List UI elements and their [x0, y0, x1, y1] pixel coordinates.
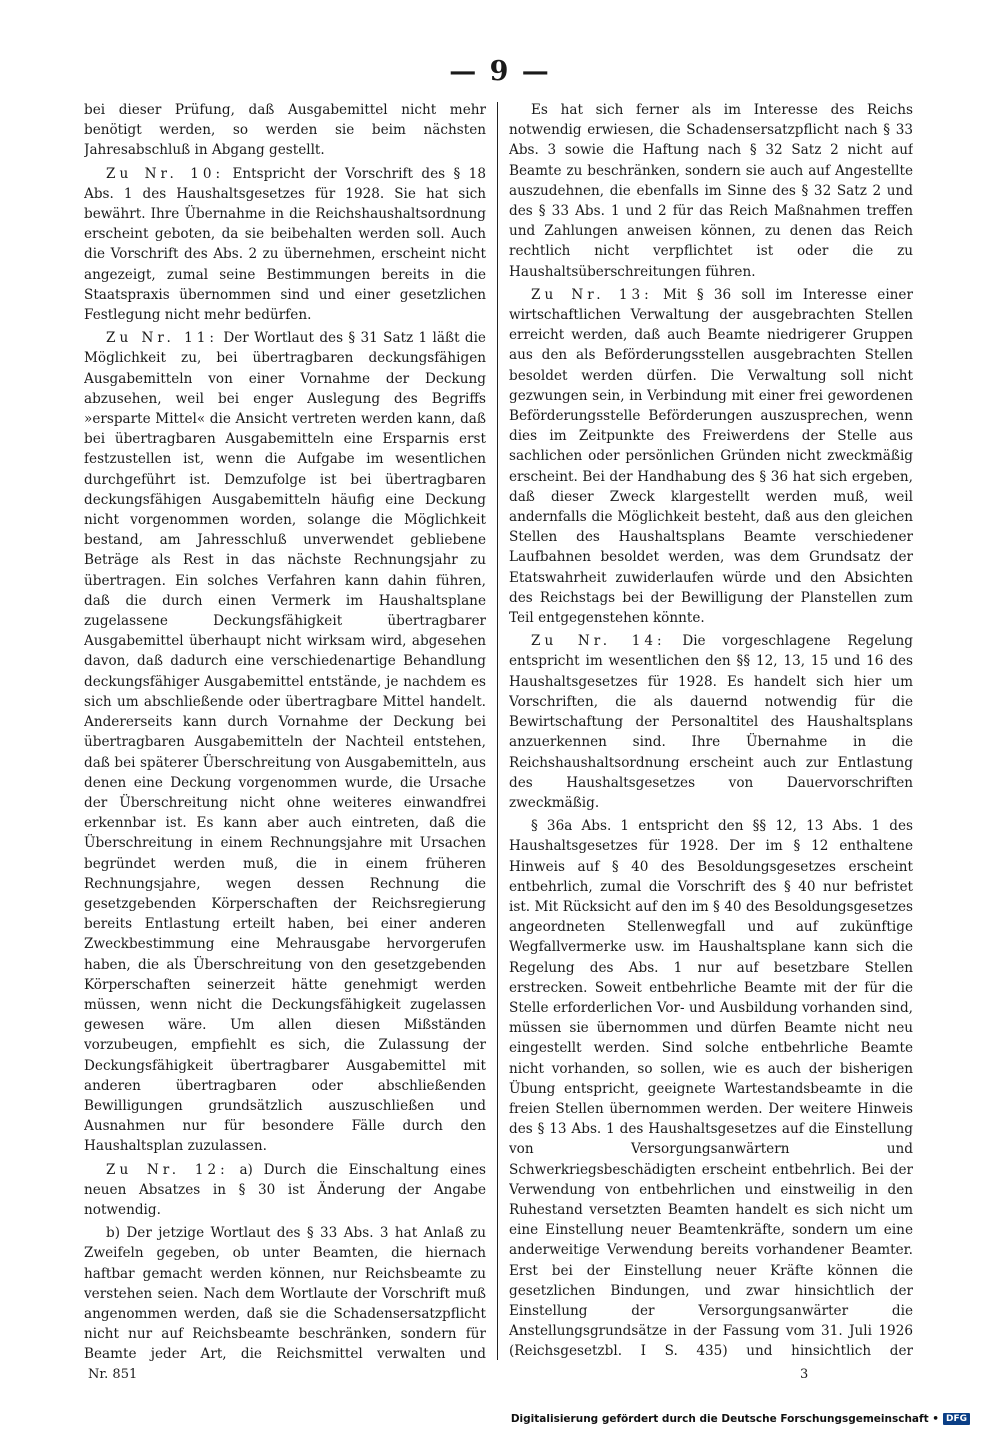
section-label-nr14: Zu Nr. 14:	[531, 633, 666, 650]
digitization-credit	[511, 1413, 970, 1425]
left-paragraph-4-text: a) Durch die Einschaltung eines neuen Absatzes in § 30 ist Änderung der Angabe notwendig.	[84, 1161, 486, 1218]
footer-document-number: Nr. 851	[88, 1367, 138, 1382]
left-paragraph-3	[84, 328, 486, 1156]
dfg-logo-icon: DFG	[943, 1413, 970, 1425]
column-divider	[497, 102, 498, 1360]
section-label-nr11: Zu Nr. 11:	[106, 330, 218, 347]
right-paragraph-1: Es hat sich ferner als im Interesse des Reichs notwendig erwiesen, die Schadensersatzpflicht nach § 33 Abs. 3 sowie die Haftung nach § 32 Satz 2 nicht auf Beamte zu beschränken, sondern sie auch auf Angestellte auszudehnen, die ebenfalls im Sinne des § 32 Satz 2 und des § 33 Abs. 1 und 2 für das Reich Maßnahmen treffen und Zahlungen anweisen können, zu denen das Reich rechtlich nicht verpflichtet ist oder die zu Haushaltsüberschreitungen führen.	[509, 102, 913, 280]
footer-sheet-number: 3	[800, 1367, 809, 1382]
left-paragraph-5-text: b) Der jetzige Wortlaut des § 33 Abs. 3 hat Anlaß zu Zweifeln gegeben, ob unter Beamten, die hiernach haftbar gemacht werden können, nur Reichsbeamte zu verstehen seien. Nach dem Wortlaute der Vorschrift muß angenommen werden, daß sie die Schadensersatzpflicht nicht nur auf Reichsbeamte beschränken, sondern für Beamte jeder Art, die Reichsmittel verwalten und	[84, 1225, 486, 1362]
left-paragraph-3-text: Der Wortlaut des § 31 Satz 1 läßt die Möglichkeit zu, bei übertragbaren deckungsfähigen Ausgabemitteln von einer Vornahme der Deckung abzusehen, weil bei enger Auslegung des Begriffs »ersparte Mittel« die Ansicht vertreten werden kann, daß bei übertragbaren Ausgabemitteln eine Ersparnis erst festzustellen ist, wenn die Aufgabe im wesentlichen durchgeführt ist. Demzufolge ist bei übertragbaren deckungsfähigen Ausgabemitteln häufig eine Deckung nicht vorgenommen worden, solange die Möglichkeit bestand, am Jahresschluß unverwendet gebliebene Beträge als Rest in das nächste Rechnungsjahr zu übertragen. Ein solches Verfahren kann dahin führen, daß die durch einen Vermerk im Haushaltsplane zugelassene Deckungsfähigkeit übertragbarer Ausgabemittel überhaupt nicht wirksam wird, abgesehen davon, daß dadurch eine verschiedenartige Behandlung deckungsfähiger Ausgabemittel entstände, je nachdem es sich um abschließende oder übertragbare Mittel handelt. Andererseits kann durch Vornahme der Deckung bei übertragbaren Ausgabemitteln der Nachteil entstehen, daß bei späterer Überschreitung von Ausgabemitteln, aus denen eine Deckung vorgenommen wurde, die Ursache der Überschreitung nicht ohne weiteres einwandfrei erkennbar ist. Es kann aber auch eintreten, daß die Überschreitung in einem Rechnungsjahre mit Ursachen begründet werden muß, die in einem früheren Rechnungsjahre, wegen dessen Rechnung die gesetzgebenden Körperschaften der Reichsregierung bereits Entlastung erteilt haben, bei einer anderen Zweckbestimmung eine Mehrausgabe hervorgerufen haben, die als Überschreitung von den gesetzgebenden Körperschaften seinerzeit hätte genehmigt werden müssen, wenn nicht die Deckungsfähigkeit zugelassen gewesen wäre. Um allen diesen Mißständen vorzubeugen, empfiehlt es sich, die Zulassung der Deckungsfähigkeit übertragbarer Ausgabemittel mit anderen übertragbaren oder abschließenden Bewilligungen grundsätzlich auszuschließen und Ausnahmen nur für besondere Fälle durch den Haushaltsplan zuzulassen.	[84, 330, 486, 1155]
section-label-nr10: Zu Nr. 10:	[106, 165, 225, 182]
left-paragraph-5	[84, 1223, 486, 1362]
right-paragraph-3	[509, 631, 913, 813]
left-paragraph-1: bei dieser Prüfung, daß Ausgabemittel nicht mehr benötigt werden, so werden sie beim nächsten Jahresabschluß in Abgang gestellt.	[84, 102, 486, 159]
right-column	[509, 100, 913, 1362]
right-paragraph-2-text: Mit § 36 soll im Interesse einer wirtschaftlichen Verwaltung der ausgebrachten Stellen erreicht werden, daß auch Beamte niedrigerer Gruppen aus den als Beförderungsstellen ausgebrachten Stellen besoldet werden dürfen. Die Verwaltung soll nicht gezwungen sein, in Verbindung mit einer frei gewordenen Beförderungsstelle Beförderungen auszusprechen, wenn dies im Zeitpunkte des Freiwerdens der Stelle aus sachlichen oder persönlichen Gründen nicht zweckmäßig erscheint. Bei der Handhabung des § 36 hat sich ergeben, daß dieser Zweck klargestellt werden muß, weil andernfalls die Möglichkeit besteht, daß aus den gleichen Stellen des Haushaltsplans Beamte verschiedener Laufbahnen besoldet werden, was dem Grundsatz der Etatswahrheit zuwiderlaufen würde und den Absichten des Reichstags bei der Bewilligung der Planstellen zum Teil entgegenstehen könnte.	[509, 286, 913, 627]
right-paragraph-3-text: Die vorgeschlagene Regelung entspricht im wesentlichen den §§ 12, 13, 15 und 16 des Haushaltsgesetzes für 1928. Es handelt sich hier um Vorschriften, die als dauernd notwendig für die Bewirtschaftung der Personaltitel des Haushaltsplans anzuerkennen sind. Ihre Übernahme in die Reichshaushaltsordnung erscheint auch zur Entlastung des Haushaltsgesetzes von Dauervorschriften zweckmäßig.	[509, 633, 913, 811]
right-paragraph-4: § 36a Abs. 1 entspricht den §§ 12, 13 Abs. 1 des Haushaltsgesetzes für 1928. Der im § 12 enthaltene Hinweis auf § 40 des Besoldungsgesetzes erscheint entbehrlich, zumal die Vorschrift des § 40 nur befristet ist. Mit Rücksicht auf den im § 40 des Besoldungsgesetzes angeordneten Stellenwegfall und auf zukünftige Wegfallvermerke usw. im Haushaltsplane kann sich die Regelung des Abs. 1 nur auf besetzbare Stellen erstrecken. Soweit entbehrliche Beamte mit der für die Stelle erforderlichen Vor- und Ausbildung vorhanden sind, müssen sie übernommen und dürfen Beamte nicht neu eingestellt werden. Sind solche entbehrliche Beamte nicht vorhanden, so sollen, wie es auch der bisherigen Übung entspricht, geeignete Wartestandsbeamte in die freien Stellen übernommen werden. Der weitere Hinweis des § 13 Abs. 1 des Haushaltsgesetzes auf die Einstellung von Versorgungsanwärtern und Schwerkriegsbeschädigten erscheint entbehrlich. Bei der Verwendung von entbehrlichen und einstweilig in den Ruhestand versetzten Beamten handelt es sich nicht um eine Einstellung neuer Beamtenkräfte, sondern um eine anderweitige Verwendung bereits vorhandener Beamter. Erst bei der Einstellung neuer Kräfte können die gesetzlichen Bindungen, und zwar hinsichtlich der Einstellung der Versorgungsanwärter die Anstellungsgrundsätze in der Fassung vom 31. Juli 1926 (Reichsgesetzbl. I S. 435) und hinsichtlich der	[509, 818, 913, 1360]
page-number: — 9 —	[449, 56, 551, 87]
left-paragraph-4	[84, 1160, 486, 1221]
section-label-nr13: Zu Nr. 13:	[531, 286, 653, 303]
section-label-nr12: Zu Nr. 12:	[106, 1161, 229, 1178]
left-paragraph-2-text: Entspricht der Vorschrift des § 18 Abs. 1 des Haushaltsgesetzes für 1928. Sie hat sich bewährt. Ihre Übernahme in die Reichshaushaltsordnung erscheint geboten, da sie beibehalten werden soll. Auch die Vorschrift des Abs. 2 zu übernehmen, erscheint nicht angezeigt, zumal seine Bestimmungen bereits in die Staatspraxis übernommen sind und einer gesetzlichen Festlegung nicht mehr bedürfen.	[84, 165, 486, 324]
left-paragraph-2	[84, 164, 486, 326]
left-column	[84, 100, 486, 1362]
credit-text: Digitalisierung gefördert durch die Deutsche Forschungsgemeinschaft •	[510, 1413, 939, 1425]
right-paragraph-2	[509, 285, 913, 628]
